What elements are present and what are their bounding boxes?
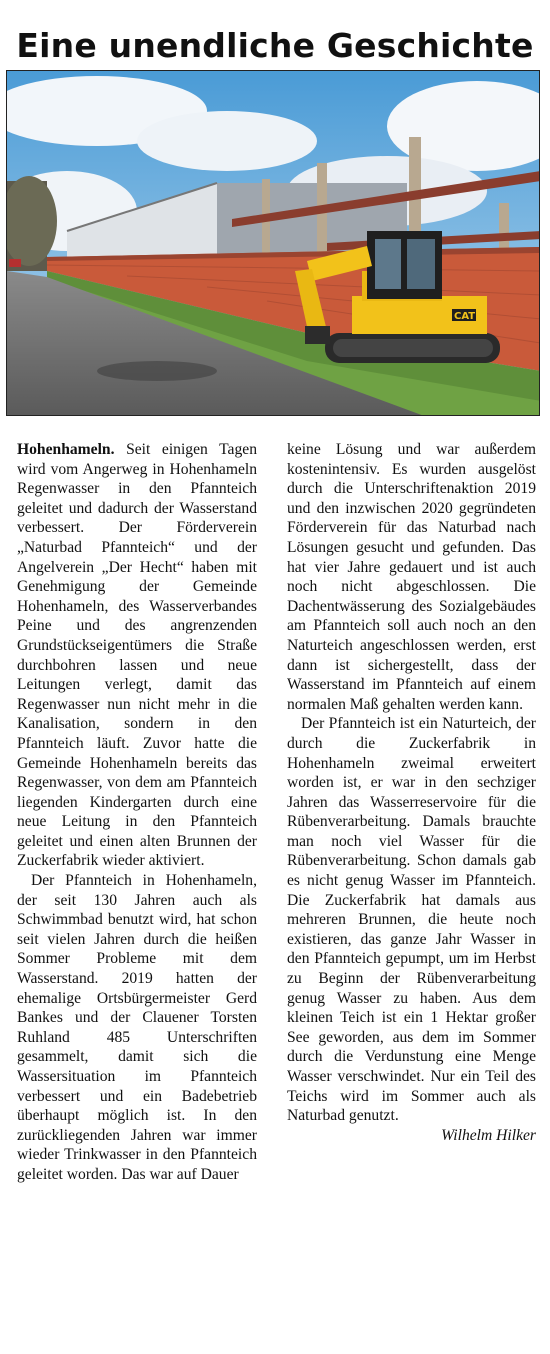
svg-text:CAT: CAT: [454, 311, 476, 322]
article-photo: [6, 70, 540, 416]
paragraph: Der Pfannteich in Hohenhameln, der seit 130 Jahren auch als Schwimmbad benutzt wird, hat schon seit vielen Jahren durch die heißen Sommer Probleme mit dem Wasserstand. 2019 hatten der ehemalige Ortsbürgermeister Gerd Bankes und der Clauener Torsten Ruhland 485 Unterschriften gesammelt, damit sich die Wassersituation im Pfannteich verbessert und ein Badebetrieb überhaupt möglich ist. In den zurückliegenden Jahren war immer wieder Trinkwasser in den Pfannteich geleitet worden. Das war auf Dauer: [17, 872, 257, 1183]
article-column-right: [287, 440, 536, 1145]
author-byline: Wilhelm Hilker: [441, 1126, 536, 1144]
paragraph: Der Pfannteich ist ein Naturteich, der durch die Zuckerfabrik in Hohenhameln zweimal erweitert worden ist, er war in den sechziger Jahren das Wasserreservoire für die Rübenverarbeitung. Damals brauchte man noch viel Wasser für die Rübenverarbeitung. Schon damals gab es nicht genug Wasser im Pfannteich. Die Zuckerfabrik hat damals aus mehreren Brunnen, die heute noch existieren, das ganze Jahr Wasser in den Pfannteich gepumpt, um im Herbst zu Beginn der Rübenverarbeitung genug Wasser zu haben. Aus dem kleinen Teich ist ein 1 Hektar großer See geworden, aus dem im Sommer durch die Verdunstung eine Menge Wasser verschwindet. Nur ein Teil des Teichs wird im Sommer auch als Naturbad genutzt.: [287, 715, 536, 1125]
excavator-photo-illustration: [7, 71, 540, 416]
dateline: Hohenhameln.: [17, 441, 115, 458]
article-column-left: [17, 440, 257, 1185]
paragraph: keine Lösung und war außerdem kostenintensiv. Es wurden ausgelöst durch die Unterschriftenaktion 2019 und den inzwischen 2020 gegründeten Förderverein für das Naturbad nach Lösungen gesucht und gefunden. Das hat vier Jahre gedauert und ist auch noch nicht abgeschlossen. Die Dachentwässerung des Sozialgebäudes am Pfannteich soll auch noch an den Naturteich angeschlossen werden, erst dann ist sichergestellt, dass der Wasserstand im Pfannteich auf einem normalen Maß gehalten werden kann.: [287, 441, 536, 713]
paragraph: [17, 440, 257, 871]
headline: Eine unendliche Geschichte: [16, 26, 534, 66]
paragraph-text: Seit einigen Tagen wird vom Angerweg in Hohenhameln Regenwasser in den Pfannteich geleitet und dadurch der Wasserstand verbessert. Der Förderverein „Naturbad Pfannteich“ und der Angelverein „Der Hecht“ haben mit Genehmigung der Gemeinde Hohenhameln, des Wasserverbandes Peine und des angrenzenden Grundstückseigentümers die Straße durchbohren lassen und neue Leitungen verlegt, damit das Regenwasser nun nicht mehr in die Kanalisation, sondern in den Pfannteich läuft. Zuvor hatte die Gemeinde Hohenhameln bereits das Regenwasser, von dem am Pfannteich liegenden Kindergarten durch eine neue Leitung in den Pfannteich geleitet und einen alten Brunnen der Zuckerfabrik wieder aktiviert.: [17, 441, 257, 870]
